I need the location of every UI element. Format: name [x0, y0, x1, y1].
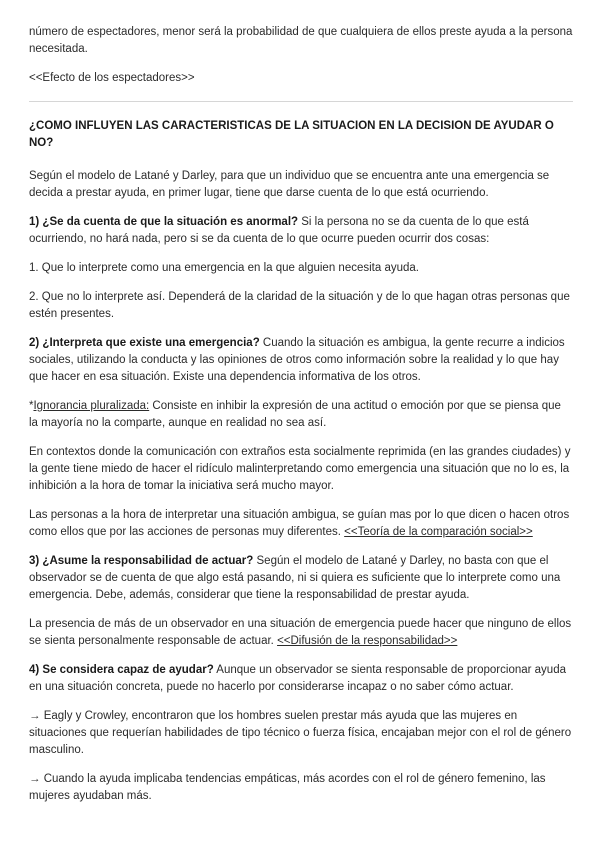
link-efecto-espectadores[interactable]: <<Efecto de los espectadores>>	[29, 72, 195, 84]
step3-paragraph	[29, 553, 573, 604]
link-comparacion-social[interactable]: <<Teoría de la comparación social>>	[344, 526, 533, 538]
step4-text: Aunque un observador se sienta responsable de proporcionar ayuda en una situación concreta, puede no hacerlo por considerarse incapaz o no saber cómo actuar.	[29, 664, 566, 693]
step2-heading: 2) ¿Interpreta que existe una emergencia?	[29, 337, 260, 349]
step2-text: Cuando la situación es ambigua, la gente recurre a indicios sociales, utilizando la conducta y las opiniones de otros como información sobre la realidad y lo que hay que hacer en esa situación. Existe una dependencia informativa de los otros.	[29, 337, 565, 383]
presencia-paragraph	[29, 616, 573, 650]
option1-paragraph: 1. Que lo interprete como una emergencia en la que alguien necesita ayuda.	[29, 262, 419, 274]
link-difusion-responsabilidad[interactable]: <<Difusión de la responsabilidad>>	[277, 635, 458, 647]
model-paragraph: Según el modelo de Latané y Darley, para que un individuo que se encuentra ante una emergencia se decida a prestar ayuda, en primer lugar, tiene que darse cuenta de lo que está ocurriendo.	[29, 170, 550, 199]
personas-text: Las personas a la hora de interpretar una situación ambigua, se guían mas por lo que dicen o hacen otros como ellos que por las acciones de personas muy diferentes.	[29, 509, 570, 538]
step3-text: Según el modelo de Latané y Darley, no basta con que el observador se de cuenta de que algo está pasando, ni si quiera es suficiente que lo interprete como una emergencia. Debe, además, considerar que tiene la responsabilidad de prestar ayuda.	[29, 555, 561, 601]
step4-heading: 4) Se considera capaz de ayudar?	[29, 664, 214, 676]
document-page	[29, 24, 573, 817]
section-divider	[29, 101, 573, 102]
ignorancia-text: Consiste en inhibir la expresión de una actitud o emoción por que se piensa que la mayoría no la comparte, aunque en realidad no sea así.	[29, 400, 561, 429]
personas-paragraph	[29, 507, 573, 541]
step4-paragraph	[29, 662, 573, 696]
presencia-text: La presencia de más de un observador en una situación de emergencia puede hacer que ninguno de ellos se sienta personalmente responsable de actuar.	[29, 618, 572, 647]
intro-paragraph: número de espectadores, menor será la probabilidad de que cualquiera de ellos preste ayuda a la persona necesitada.	[29, 26, 573, 55]
step1-paragraph	[29, 214, 573, 248]
section-title: ¿COMO INFLUYEN LAS CARACTERISTICAS DE LA SITUACION EN LA DECISION DE AYUDAR O NO?	[29, 120, 554, 149]
contextos-paragraph: En contextos donde la comunicación con extraños esta socialmente reprimida (en las grandes ciudades) y la gente tiene miedo de hacer el ridículo malinterpretando como emergencia una situación que no lo es, la inhibición a la hora de tomar la iniciativa será mucho mayor.	[29, 446, 571, 492]
step1-heading: 1) ¿Se da cuenta de que la situación es anormal?	[29, 216, 299, 228]
eagly-paragraph: → Eagly y Crowley, encontraron que los hombres suelen prestar más ayuda que las mujeres en situaciones que requerían habilidades de tipo técnico o fuerza física, encajaban mejor con el rol de género masculino.	[29, 710, 572, 756]
asterisk: *	[29, 400, 34, 412]
step2-paragraph	[29, 335, 573, 386]
step1-text: Si la persona no se da cuenta de lo que está ocurriendo, no hará nada, pero si se da cuenta de lo que ocurre pueden ocurrir dos cosas:	[29, 216, 529, 245]
ignorancia-paragraph	[29, 398, 573, 432]
empatica-paragraph: → Cuando la ayuda implicaba tendencias empáticas, más acordes con el rol de género femenino, las mujeres ayudaban más.	[29, 773, 546, 802]
option2-paragraph: 2. Que no lo interprete así. Dependerá de la claridad de la situación y de lo que hagan otras personas que estén presentes.	[29, 291, 570, 320]
ignorancia-term: Ignorancia pluralizada:	[33, 400, 150, 412]
step3-heading: 3) ¿Asume la responsabilidad de actuar?	[29, 555, 254, 567]
